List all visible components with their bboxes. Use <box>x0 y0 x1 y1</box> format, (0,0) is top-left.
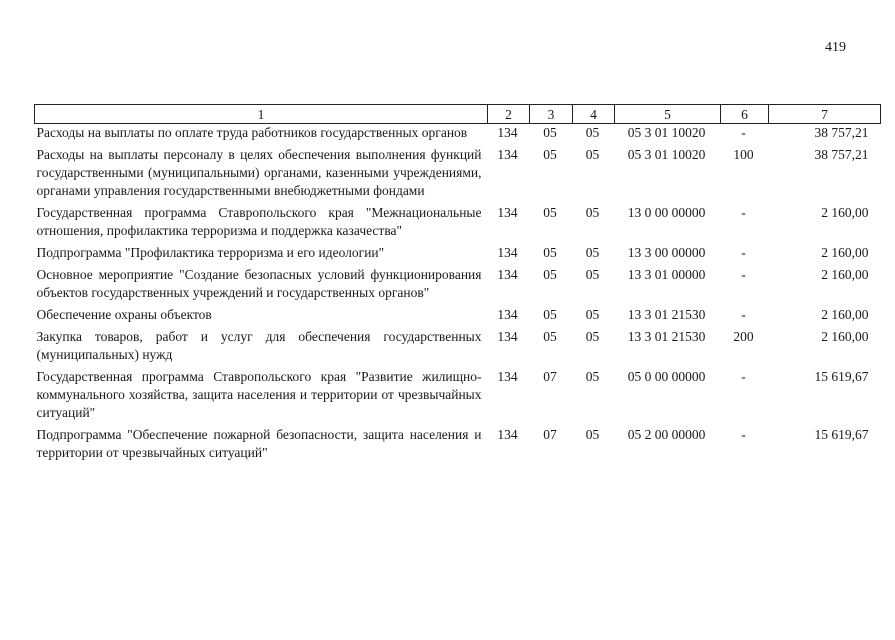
table-row <box>35 328 881 368</box>
row-rz: 05 <box>543 205 557 220</box>
row-pr: 05 <box>585 245 600 260</box>
row-csr: 13 3 01 21530 <box>627 307 706 322</box>
row-name: Основное мероприятие "Создание безопасных условий функционирования объектов государственных учреждений и государственных органов" <box>36 267 482 300</box>
row-rz: 05 <box>543 147 557 162</box>
header-col-3: 3 <box>530 105 573 124</box>
row-rz: 07 <box>543 369 557 384</box>
row-vr: 200 <box>733 329 754 344</box>
header-col-6: 6 <box>721 105 769 124</box>
row-ved: 134 <box>497 245 518 260</box>
row-name: Государственная программа Ставропольского края "Межнациональные отношения, профилактика терроризма и поддержка казачества" <box>36 205 482 238</box>
table-row <box>35 124 881 147</box>
row-amount: 2 160,00 <box>821 329 869 344</box>
row-vr: 100 <box>733 147 754 162</box>
row-rz: 05 <box>543 329 557 344</box>
table-row <box>35 266 881 306</box>
row-vr: - <box>741 267 746 282</box>
row-name: Государственная программа Ставропольского края "Развитие жилищно-коммунального хозяйства, защита населения и территории от чрезвычайных ситуаций" <box>36 369 482 420</box>
row-pr: 05 <box>585 205 600 220</box>
row-name: Закупка товаров, работ и услуг для обеспечения государственных (муниципальных) нужд <box>36 329 482 362</box>
row-ved: 134 <box>497 147 518 162</box>
row-ved: 134 <box>497 329 518 344</box>
row-ved: 134 <box>497 267 518 282</box>
row-pr: 05 <box>585 329 600 344</box>
row-amount: 2 160,00 <box>821 267 869 282</box>
row-vr: - <box>741 369 746 384</box>
row-pr: 05 <box>585 427 600 442</box>
row-pr: 05 <box>585 307 600 322</box>
row-rz: 05 <box>543 307 557 322</box>
row-rz: 07 <box>543 427 557 442</box>
page-number: 419 <box>825 40 846 55</box>
row-name: Подпрограмма "Обеспечение пожарной безопасности, защита населения и территории от чрезвычайных ситуаций" <box>36 427 482 460</box>
row-ved: 134 <box>497 427 518 442</box>
row-pr: 05 <box>585 125 600 140</box>
row-ved: 134 <box>497 205 518 220</box>
budget-table <box>34 104 881 466</box>
row-csr: 13 3 01 21530 <box>627 329 706 344</box>
row-vr: - <box>741 125 746 140</box>
row-amount: 2 160,00 <box>821 307 869 322</box>
table-row <box>35 306 881 328</box>
table-row <box>35 244 881 266</box>
table-row <box>35 426 881 466</box>
row-amount: 38 757,21 <box>814 147 869 162</box>
row-csr: 05 2 00 00000 <box>627 427 706 442</box>
header-row <box>35 105 881 124</box>
row-amount: 2 160,00 <box>821 245 869 260</box>
table-row <box>35 204 881 244</box>
row-pr: 05 <box>585 369 600 384</box>
row-csr: 13 3 00 00000 <box>627 245 706 260</box>
row-csr: 05 0 00 00000 <box>627 369 706 384</box>
row-vr: - <box>741 245 746 260</box>
row-rz: 05 <box>543 267 557 282</box>
table-row <box>35 146 881 204</box>
row-ved: 134 <box>497 307 518 322</box>
row-rz: 05 <box>543 125 557 140</box>
header-col-4: 4 <box>573 105 615 124</box>
table-row <box>35 368 881 426</box>
row-vr: - <box>741 307 746 322</box>
row-csr: 13 3 01 00000 <box>627 267 706 282</box>
row-csr: 05 3 01 10020 <box>627 147 706 162</box>
header-col-7: 7 <box>769 105 881 124</box>
row-ved: 134 <box>497 125 518 140</box>
row-ved: 134 <box>497 369 518 384</box>
row-rz: 05 <box>543 245 557 260</box>
row-vr: - <box>741 205 746 220</box>
row-name: Расходы на выплаты персоналу в целях обеспечения выполнения функций государственными (муниципальными) органами, казенными учреждениями, органами управления государственными внебюджетными фондами <box>36 147 482 198</box>
row-csr: 05 3 01 10020 <box>627 125 706 140</box>
header-col-2: 2 <box>488 105 530 124</box>
row-name: Обеспечение охраны объектов <box>36 307 212 322</box>
row-name: Расходы на выплаты по оплате труда работников государственных органов <box>36 125 468 140</box>
row-amount: 2 160,00 <box>821 205 869 220</box>
row-name: Подпрограмма "Профилактика терроризма и его идеологии" <box>36 245 385 260</box>
row-amount: 15 619,67 <box>814 369 869 384</box>
header-col-1: 1 <box>35 105 488 124</box>
row-pr: 05 <box>585 147 600 162</box>
table-body <box>35 124 881 467</box>
header-col-5: 5 <box>615 105 721 124</box>
row-csr: 13 0 00 00000 <box>627 205 706 220</box>
row-vr: - <box>741 427 746 442</box>
row-amount: 15 619,67 <box>814 427 869 442</box>
row-pr: 05 <box>585 267 600 282</box>
row-amount: 38 757,21 <box>814 125 869 140</box>
table-header <box>35 105 881 124</box>
